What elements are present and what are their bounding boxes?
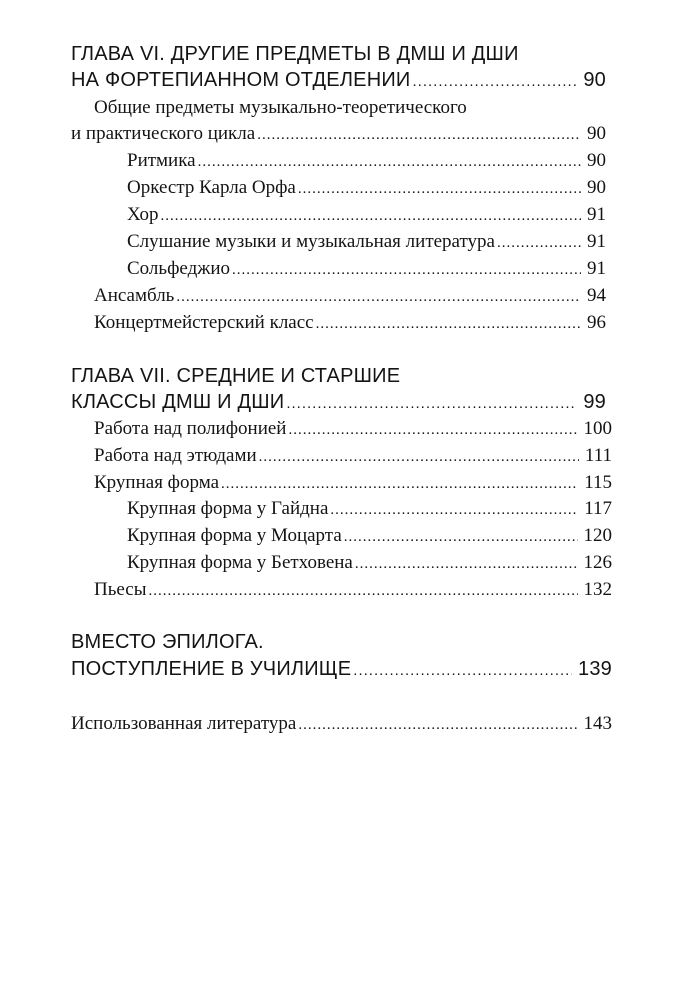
chapter-7-title-line-2: КЛАССЫ ДМШ И ДШИ: [71, 391, 285, 413]
page-number: 91: [587, 258, 606, 279]
dot-leader: [257, 128, 581, 143]
chapter-6-title-text: ГЛАВА VI. ДРУГИЕ ПРЕДМЕТЫ В ДМШ И ДШИ: [71, 43, 519, 65]
toc-entry-music-listening[interactable]: [127, 232, 606, 251]
epilogue-title-line-2: ПОСТУПЛЕНИЕ В УЧИЛИЩЕ: [71, 658, 352, 680]
dot-leader: [286, 396, 577, 411]
entry-label: Слушание музыки и музыкальная литература: [127, 231, 495, 252]
dot-leader: [316, 317, 581, 332]
dot-leader: [497, 236, 581, 251]
dot-leader: [288, 423, 577, 438]
dot-leader: [176, 290, 581, 305]
page-number: 139: [578, 658, 612, 680]
dot-leader: [198, 155, 581, 170]
entry-label: Крупная форма: [94, 472, 220, 493]
chapter-6-title-line-1: [71, 44, 519, 64]
page-number: 90: [587, 177, 606, 198]
entry-label: Работа над этюдами: [94, 445, 257, 466]
toc-entry-large-form-beethoven[interactable]: [127, 553, 612, 572]
page-number: 99: [583, 391, 606, 413]
dot-leader: [232, 263, 581, 278]
toc-entry-solfeggio[interactable]: [127, 259, 606, 278]
page-number: 94: [587, 285, 606, 306]
dot-leader: [161, 209, 581, 224]
page-number: 115: [584, 472, 612, 493]
toc-entry-etudes[interactable]: [94, 446, 612, 465]
chapter-7-title-text: ГЛАВА VII. СРЕДНИЕ И СТАРШИЕ: [71, 365, 401, 387]
entry-label: Сольфеджио: [127, 258, 231, 279]
subsection-general-line-1: [94, 98, 467, 117]
page-number: 90: [587, 123, 606, 144]
page-number: 117: [584, 498, 612, 519]
dot-leader: [355, 557, 578, 572]
entry-label: Крупная форма у Гайдна: [127, 498, 329, 519]
toc-entry-choir[interactable]: [127, 205, 606, 224]
toc-entry-orff-orchestra[interactable]: [127, 178, 606, 197]
entry-label: Пьесы: [94, 579, 147, 600]
page-number: 132: [583, 579, 612, 600]
entry-label: Концертмейстерский класс: [94, 312, 314, 333]
epilogue-title-line-1: [71, 632, 264, 652]
entry-label: Использованная литература: [71, 713, 297, 734]
toc-entry-chapter-7[interactable]: [71, 392, 606, 412]
toc-entry-references[interactable]: [71, 714, 612, 733]
entry-label: Хор: [127, 204, 159, 225]
entry-label: Крупная форма у Моцарта: [127, 525, 342, 546]
toc-entry-epilogue[interactable]: [71, 659, 612, 679]
toc-entry-ensemble[interactable]: [94, 286, 606, 305]
page-number: 143: [583, 713, 612, 734]
page-number: 126: [583, 552, 612, 573]
toc-entry-rhythmics[interactable]: [127, 151, 606, 170]
entry-label: Ансамбль: [94, 285, 175, 306]
page-number: 100: [583, 418, 612, 439]
page-number: 120: [583, 525, 612, 546]
dot-leader: [330, 503, 578, 518]
toc-entry-large-form-haydn[interactable]: [127, 499, 612, 518]
toc-entry-general-subjects[interactable]: [71, 124, 606, 143]
epilogue-title-text: ВМЕСТО ЭПИЛОГА.: [71, 631, 264, 653]
page-number: 96: [587, 312, 606, 333]
subsection-general-title: Общие предметы музыкально-теоретического: [94, 97, 467, 118]
chapter-7-title-line-1: [71, 366, 400, 386]
entry-label: Работа над полифонией: [94, 418, 287, 439]
dot-leader: [149, 584, 578, 599]
dot-leader: [298, 718, 577, 733]
dot-leader: [298, 182, 581, 197]
page-number: 91: [587, 231, 606, 252]
entry-label: Ритмика: [127, 150, 196, 171]
toc-entry-large-form[interactable]: [94, 473, 612, 492]
toc-entry-large-form-mozart[interactable]: [127, 526, 612, 545]
dot-leader: [344, 530, 578, 545]
toc-entry-pieces[interactable]: [94, 580, 612, 599]
dot-leader: [413, 74, 578, 89]
page-number: 91: [587, 204, 606, 225]
toc-entry-concertmaster[interactable]: [94, 313, 606, 332]
entry-label: Оркестр Карла Орфа: [127, 177, 296, 198]
dot-leader: [353, 663, 572, 678]
toc-entry-polyphony[interactable]: [94, 419, 612, 438]
subsection-general-line-2: и практического цикла: [71, 123, 256, 144]
page-number: 90: [587, 150, 606, 171]
dot-leader: [259, 450, 579, 465]
toc-entry-chapter-6[interactable]: [71, 70, 606, 90]
page-number: 90: [583, 69, 606, 91]
entry-label: Крупная форма у Бетховена: [127, 552, 353, 573]
page-number: 111: [584, 445, 612, 466]
chapter-6-title-line-2: НА ФОРТЕПИАННОМ ОТДЕЛЕНИИ: [71, 69, 411, 91]
dot-leader: [221, 477, 578, 492]
